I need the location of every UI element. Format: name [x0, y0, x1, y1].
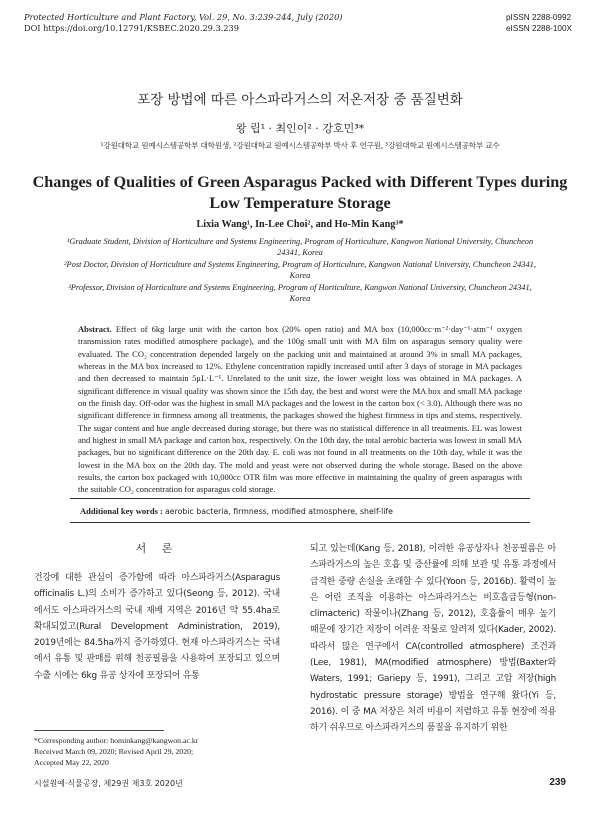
intro-left-column: 건강에 대한 관심이 증가함에 따라 아스파라거스(Asparagus officinalis L.)의 소비가 증가하고 있다(Seong 등, 2012). 국내에서도 아스파라거스의 국내 재배 지역은 2016년 약 55.4ha로 확대되었고(Rural Development Administration, 2019), 2019년에는 84.5ha까지 증가하였다. 현재 아스파라거스는 국내에서 유통 및 판매를 위해 천공필름을 사용하여 포장되고 있으며 수출 시에는 6kg 유공 상자에 포장되어 유통	[34, 573, 280, 681]
abstract	[78, 323, 522, 496]
page-footer	[34, 778, 566, 792]
affiliation-3: ³Professor, Division of Horticulture and Systems Engineering, Program of Horticulture, Kangwon National University, Chuncheon 24341, Korea	[68, 283, 532, 303]
abstract-label: Abstract.	[78, 324, 112, 334]
received-dates: Received March 09, 2020; Revised April 29, 2020;	[34, 747, 194, 756]
intro-right-column: 되고 있는데(Kang 등, 2018), 이러한 유공상자나 천공필름은 아스파라거스의 높은 호흡 및 증산률에 의해 보관 및 유통 과정에서 급격한 중량 손실을 초래할 수 있다(Yoon 등, 2016b). 활력이 높은 어린 조직을 이용하는 아스파라거스는 비호흡급등형(non-climacteric) 작물이나(Zhang 등, 2012), 호흡률이 매우 높기 때문에 장기간 저장이 어려운 작물로 알려져 있다(Kader, 2002). 따라서 많은 연구에서 CA(controlled atmosphere) 조건과(Lee, 1981), MA(modified atmosphere) 방법(Baxter와 Waters, 1991; Gariepy 등, 1991), 그리고 고압 저장(high hydrostatic pressure storage) 방법을 연구해 왔다(Yi 등, 2016). 이 중 MA 저장은 처리 비용이 저렴하고 유통 현장에 적용하기 쉬우므로 아스파라거스의 품질을 유지하기 위한	[310, 544, 556, 734]
keywords	[80, 506, 393, 516]
keywords-label: Additional key words :	[80, 506, 163, 516]
section-heading-introduction: 서 론	[135, 542, 179, 555]
issn-block	[506, 12, 572, 34]
affiliation-1: ¹Graduate Student, Division of Horticulture and Systems Engineering, Program of Horticulture, Kangwon National University, Chuncheon 24341, Korea	[66, 237, 534, 257]
page-number: 239	[549, 777, 566, 788]
journal-citation: Protected Horticulture and Plant Factory, Vol. 29, No. 3:239-244, July (2020)	[24, 12, 343, 22]
korean-affiliations: ¹강원대학교 원예시스템공학부 대학원생, ²강원대학교 원예시스템공학부 박사 후 연구원, ³강원대학교 원예시스템공학부 교수	[100, 141, 500, 150]
corresponding-author: *Corresponding author: hominkang@kangwon.ac.kr	[34, 736, 199, 745]
footnote-divider	[34, 730, 164, 731]
korean-authors: 왕 립¹ · 최인이² · 강호민³*	[235, 122, 365, 135]
keywords-values: aerobic bacteria, firmness, modified atmosphere, shelf-life	[165, 507, 393, 516]
eissn: eISSN 2288-100X	[506, 24, 572, 33]
footnote	[34, 735, 280, 768]
divider-top	[70, 498, 530, 499]
divider-bottom	[70, 522, 530, 523]
affiliation-2: ²Post Doctor, Division of Horticulture and Systems Engineering, Program of Horticulture, Kangwon National University, Chuncheon 24341, Korea	[64, 260, 536, 280]
english-title: Changes of Qualities of Green Asparagus Packed with Different Types during Low Temperature Storage	[32, 173, 568, 212]
journal-header	[24, 12, 343, 34]
english-authors: Lixia Wang¹, In-Lee Choi², and Ho-Min Kang³*	[196, 219, 404, 230]
pissn: pISSN 2288-0992	[506, 13, 572, 22]
doi-link[interactable]: DOI https://doi.org/10.12791/KSBEC.2020.29.3.239	[24, 23, 239, 33]
footer-journal: 시설원예·식물공장, 제29권 제3호 2020년	[34, 779, 183, 788]
accepted-date: Accepted May 22, 2020	[34, 758, 109, 767]
korean-title: 포장 방법에 따른 아스파라거스의 저온저장 중 품질변화	[137, 92, 463, 108]
abstract-text: Effect of 6kg large unit with the carton box (20% open ratio) and MA box (10,000cc·m⁻²·day⁻¹·atm⁻¹ oxygen transmission rates modified atmosphere package), and the 100g small unit with MA film on asparagus sensory quality were evaluated. The CO₂ concentration depended largely on the packing unit and maintained at around 3% in small MA packages, whereas in the MA box increased to 12%. Ethylene concentration rapidly increased until after 3 days of storage in MA packages and then decreased to maintain 5μL·L⁻¹. Unrelated to the unit size, the lower weight loss was obtained in MA packages. A significant difference in visual quality was shown since the 15th day, the best and worst were the MA box and small MA package on the finish day. Off-odor was the highest in small MA packages and the lowest in the carton box (< 3.0). Although there was no significant difference in firmness among all treatments, the packages showed the highest firmness in tips and stems, respectively. The sugar content and hue angle decreased during storage, but there was no statistical difference in all treatments. EL was lowest and highest in small MA package and carton box, respectively. On the 10th day, the total aerobic bacteria was lowest in small MA packages, but no significant difference on the 20th day. E. coli was not found in all treatments on the 10th day, while it was the lowest in the MA box on the 20th day. The mold and yeast were not observed during the whole storage. Based on the above results, the carton box packaged with 10,000cc OTR film was more effective in maintaining the quality of green asparagus with the suitable CO₂ concentration for asparagus cold storage.	[78, 324, 522, 495]
